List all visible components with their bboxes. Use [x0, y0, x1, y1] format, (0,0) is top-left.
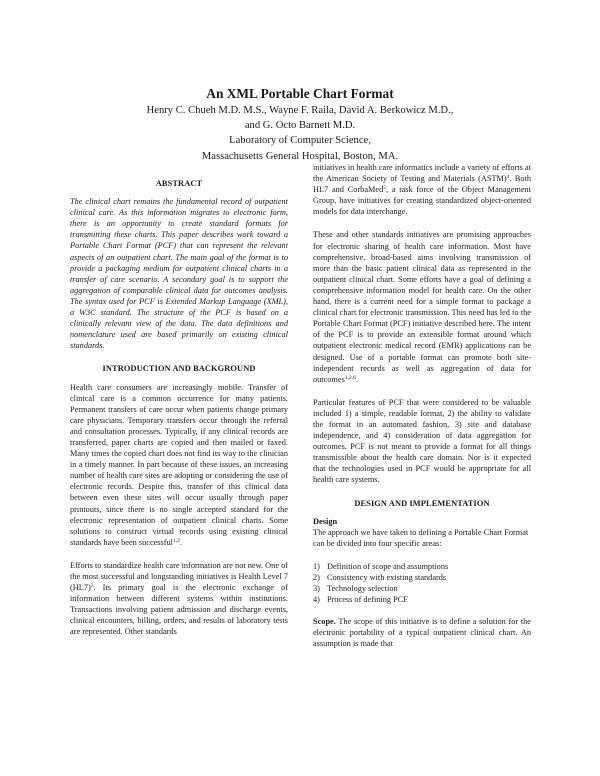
- citation: 3: [90, 583, 94, 590]
- scope-label: Scope.: [313, 617, 336, 627]
- scope-paragraph: Scope. The scope of this initiative is to define a solution for the electronic portability of a typical outpatient clinical chart. An assumption is made that: [313, 617, 531, 649]
- affiliation-line-2: Massachusetts General Hospital, Boston, MA.: [201, 150, 399, 162]
- authors-line-1: Henry C. Chueh M.D. M.S., Wayne F. Raila, David A. Berkowicz M.D.,: [146, 105, 454, 116]
- intro-paragraph-4: Particular features of PCF that were considered to be valuable included 1) a simple, readable format, 2) the ability to validate the format in an automated fashion, 3) site and database independence, and 4) consideration of data aggregation for outcomes. PCF is not meant to provide a format for all things transmissible about the health care domain. Nor is it expected that the technologies used in PCF would be appropriate for all health care systems.: [313, 397, 531, 485]
- citation: 1,2,6: [344, 374, 356, 381]
- design-list: [313, 561, 531, 605]
- citation: 4: [506, 174, 510, 181]
- paper-title: An XML Portable Chart Format: [206, 86, 394, 101]
- list-item: 3) Technology selection: [313, 584, 398, 594]
- design-intro: The approach we have taken to defining a Portable Chart Format can be divided into four specific areas:: [313, 527, 529, 548]
- abstract-section: [70, 178, 288, 351]
- abstract-text: The clinical chart remains the fundamental record of outpatient clinical care. As this information migrates to electronic form, there is an opportunity to create standard formats for transmitting these charts. This paper describes work toward a Portable Chart Format (PCF) that can represent the relevant aspects of an outpatient chart. The main goal of the format is to provide a packaging medium for outpatient clinical charts in a transfer of care scenario. A secondary goal is to support the aggregation of comparable clinical data for outcomes analysis. The syntax used for PCF is Extended Markup Language (XML), a W3C standard. The structure of the PCF is based on a clinically relevant view of the data. The data definitions and nomenclature used are based primarily on existing clinical standards.: [70, 197, 288, 351]
- citation: 5: [383, 185, 386, 192]
- intro-paragraph-2-continued: initiatives in health care informatics include a variety of efforts at the American Society of Testing and Materials (ASTM)$^4$. Both HL7 and CorbaMed$^5$, a task force of the Object Management Group, have initiatives for creating standardized object-oriented models for data interchange.: [313, 163, 531, 217]
- list-item: 4) Process of defining PCF: [313, 595, 408, 605]
- intro-heading: INTRODUCTION AND BACKGROUND: [102, 364, 256, 374]
- affiliation-line-1: Laboratory of Computer Science,: [229, 135, 371, 147]
- intro-paragraph-1: Health care consumers are increasingly mobile. Transfer of clinical care is a common occurrence for many patients. Permanent transfers of care occur when patients change primary care physicians. Temporary transfers occur through the referral and consultation processes. Typically, if any clinical records are transferred, paper charts are copied and then mailed or faxed. Many times the copied chart does not find its way to the clinician in a timely manner. In part because of these issues, an increasing number of health care sites are adopting or considering the use of electronic records. Despite this, transfer of this clinical data between even these sites will occur usually through paper printouts, since there is no single accepted standard for the electronic representation of outpatient clinical charts. Some solutions to construct virtual records using existing clinical standards have been successful$^{1,2}$.: [70, 382, 288, 547]
- right-column: [313, 162, 531, 662]
- citation: 1,2: [172, 537, 180, 544]
- intro-paragraph-2: Efforts to standardize health care information are not new. One of the most successful and longstanding initiatives is Health Level 7 $(HL7)^3$. Its primary goal is the electronic exchange of information between different systems within institutions. Transactions involving patient admission and discharge events, clinical encounters, billing, orders, and results of laboratory tests are represented. Other standards: [70, 560, 288, 637]
- author-block: [0, 103, 600, 164]
- design-subheading: Design: [313, 516, 338, 526]
- intro-paragraph-3: These and other standards initiatives are promising approaches for electronic sharing of health care information. Most have comprehensive, broad-based aims involving transmission of more than the basic patient clinical data as represented in the outpatient clinical chart. Some efforts have a goal of defining a comprehensive information model for health care. On the other hand, there is a current need for a simple format to package a clinical chart for electronic transmission. This need has led to the Portable Chart Format (PCF) initiative described here. The intent of the PCF is to provide an extensible format around which outpatient electronic medical record (EMR) applications can be designed. Use of a portable format can promote both site-independent records as well as aggregation of data for outcomes$^{1,2,6}$.: [313, 230, 531, 384]
- list-item: 1) Definition of scope and assumptions: [313, 561, 449, 571]
- list-item: 2) Consistency with existing standards: [313, 573, 447, 582]
- left-column: [70, 178, 288, 650]
- authors-line-2: and G. Octo Barnett M.D.: [244, 120, 356, 132]
- abstract-heading: ABSTRACT: [155, 179, 203, 188]
- design-heading: DESIGN AND IMPLEMENTATION: [354, 498, 490, 508]
